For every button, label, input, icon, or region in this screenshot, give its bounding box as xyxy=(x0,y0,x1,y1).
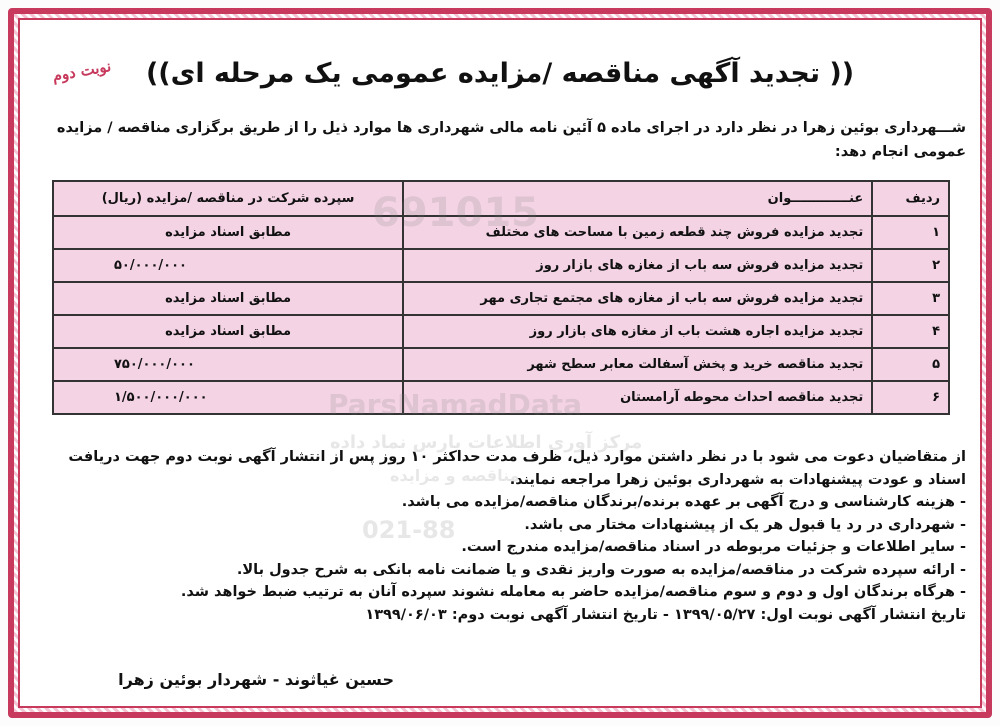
note-item: - ارائه سپرده شرکت در مناقصه/مزایده به صورت واریز نقدی و یا ضمانت نامه بانکی به شرح جدول بالا. xyxy=(236,561,966,578)
watermark-phone: 021-88 xyxy=(362,516,456,544)
note-item: - سایر اطلاعات و جزئیات مربوطه در اسناد مناقصه/مزایده مندرج است. xyxy=(461,539,966,555)
row-deposit: مطابق اسناد مزایده xyxy=(53,315,403,348)
invitation-paragraph: از متقاضیان دعوت می شود با در نظر داشتن موارد ذیل، ظرف مدت حداکثر ۱۰ روز پس از انتشار آگهی نوبت دوم جهت دریافت اسناد و عودت پیشنهادات به شهرداری بوئین زهرا مراجعه نمایند. xyxy=(68,449,966,488)
note-item: - شهرداری در رد یا قبول هر یک از پیشنهادات مختار می باشد. xyxy=(524,516,966,533)
ad-content xyxy=(22,22,978,704)
header-deposit: سپرده شرکت در مناقصه /مزایده (ریال) xyxy=(53,181,403,216)
row-deposit: مطابق اسناد مزایده xyxy=(53,282,403,315)
header-row-number: ردیف xyxy=(872,181,949,216)
row-title: تجدید مزایده فروش سه باب از مغازه های بازار روز xyxy=(403,249,872,282)
table-row xyxy=(53,216,949,249)
round-badge: نوبت دوم xyxy=(50,56,113,86)
row-title: تجدید مزایده اجاره هشت باب از مغازه های بازار روز xyxy=(403,315,872,348)
row-deposit: ۷۵۰/۰۰۰/۰۰۰ xyxy=(53,348,403,381)
row-title: تجدید مناقصه احداث محوطه آرامستان xyxy=(403,381,872,414)
row-deposit: مطابق اسناد مزایده xyxy=(53,216,403,249)
items-table xyxy=(52,180,950,415)
watermark-tagline: مرکز آوری اطلاعات پارس نماد داده xyxy=(330,432,643,453)
table-row xyxy=(53,348,949,381)
ad-title: (( تجدید آگهی مناقصه /مزایده عمومی یک مرحله ای)) xyxy=(145,58,855,89)
row-number: ۱ xyxy=(872,216,949,249)
publication-dates: تاریخ انتشار آگهی نوبت اول: ۱۳۹۹/۰۵/۲۷ - تاریخ انتشار آگهی نوبت دوم: ۱۳۹۹/۰۶/۰۳ xyxy=(365,606,966,623)
row-number: ۴ xyxy=(872,315,949,348)
row-title: تجدید مزایده فروش سه باب از مغازه های مجتمع تجاری مهر xyxy=(403,282,872,315)
table-header-row xyxy=(53,181,949,216)
table-row xyxy=(53,249,949,282)
row-deposit: ۵۰/۰۰۰/۰۰۰ xyxy=(53,249,403,282)
row-title: تجدید مناقصه خرید و پخش آسفالت معابر سطح شهر xyxy=(403,348,872,381)
row-number: ۶ xyxy=(872,381,949,414)
row-title: تجدید مزایده فروش چند قطعه زمین با مساحت های مختلف xyxy=(403,216,872,249)
row-number: ۳ xyxy=(872,282,949,315)
watermark-tagline-2: مناقصه و مزایده xyxy=(390,466,520,485)
table-row xyxy=(53,282,949,315)
signature: حسین غیاثوند - شهردار بوئین زهرا xyxy=(118,670,394,689)
table-row xyxy=(53,315,949,348)
row-number: ۲ xyxy=(872,249,949,282)
row-number: ۵ xyxy=(872,348,949,381)
header-title: عنـــــــــــــوان xyxy=(403,181,872,216)
intro-paragraph: شـــهرداری بوئین زهرا در نظر دارد در اجرای ماده ۵ آئین نامه مالی شهرداری ها موارد ذیل را از طریق برگزاری مناقصه / مزایده عمومی انجام دهد: xyxy=(56,120,966,160)
table-row xyxy=(53,381,949,414)
note-item: - هزینه کارشناسی و درج آگهی بر عهده برنده/برندگان مناقصه/مزایده می باشد. xyxy=(401,494,966,510)
conditions-block xyxy=(36,446,966,626)
row-deposit: ۱/۵۰۰/۰۰۰/۰۰۰ xyxy=(53,381,403,414)
note-item: - هرگاه برندگان اول و دوم و سوم مناقصه/مزایده حاضر به معامله نشوند سپرده آنان به ترتیب ضبط خواهد شد. xyxy=(180,584,966,600)
